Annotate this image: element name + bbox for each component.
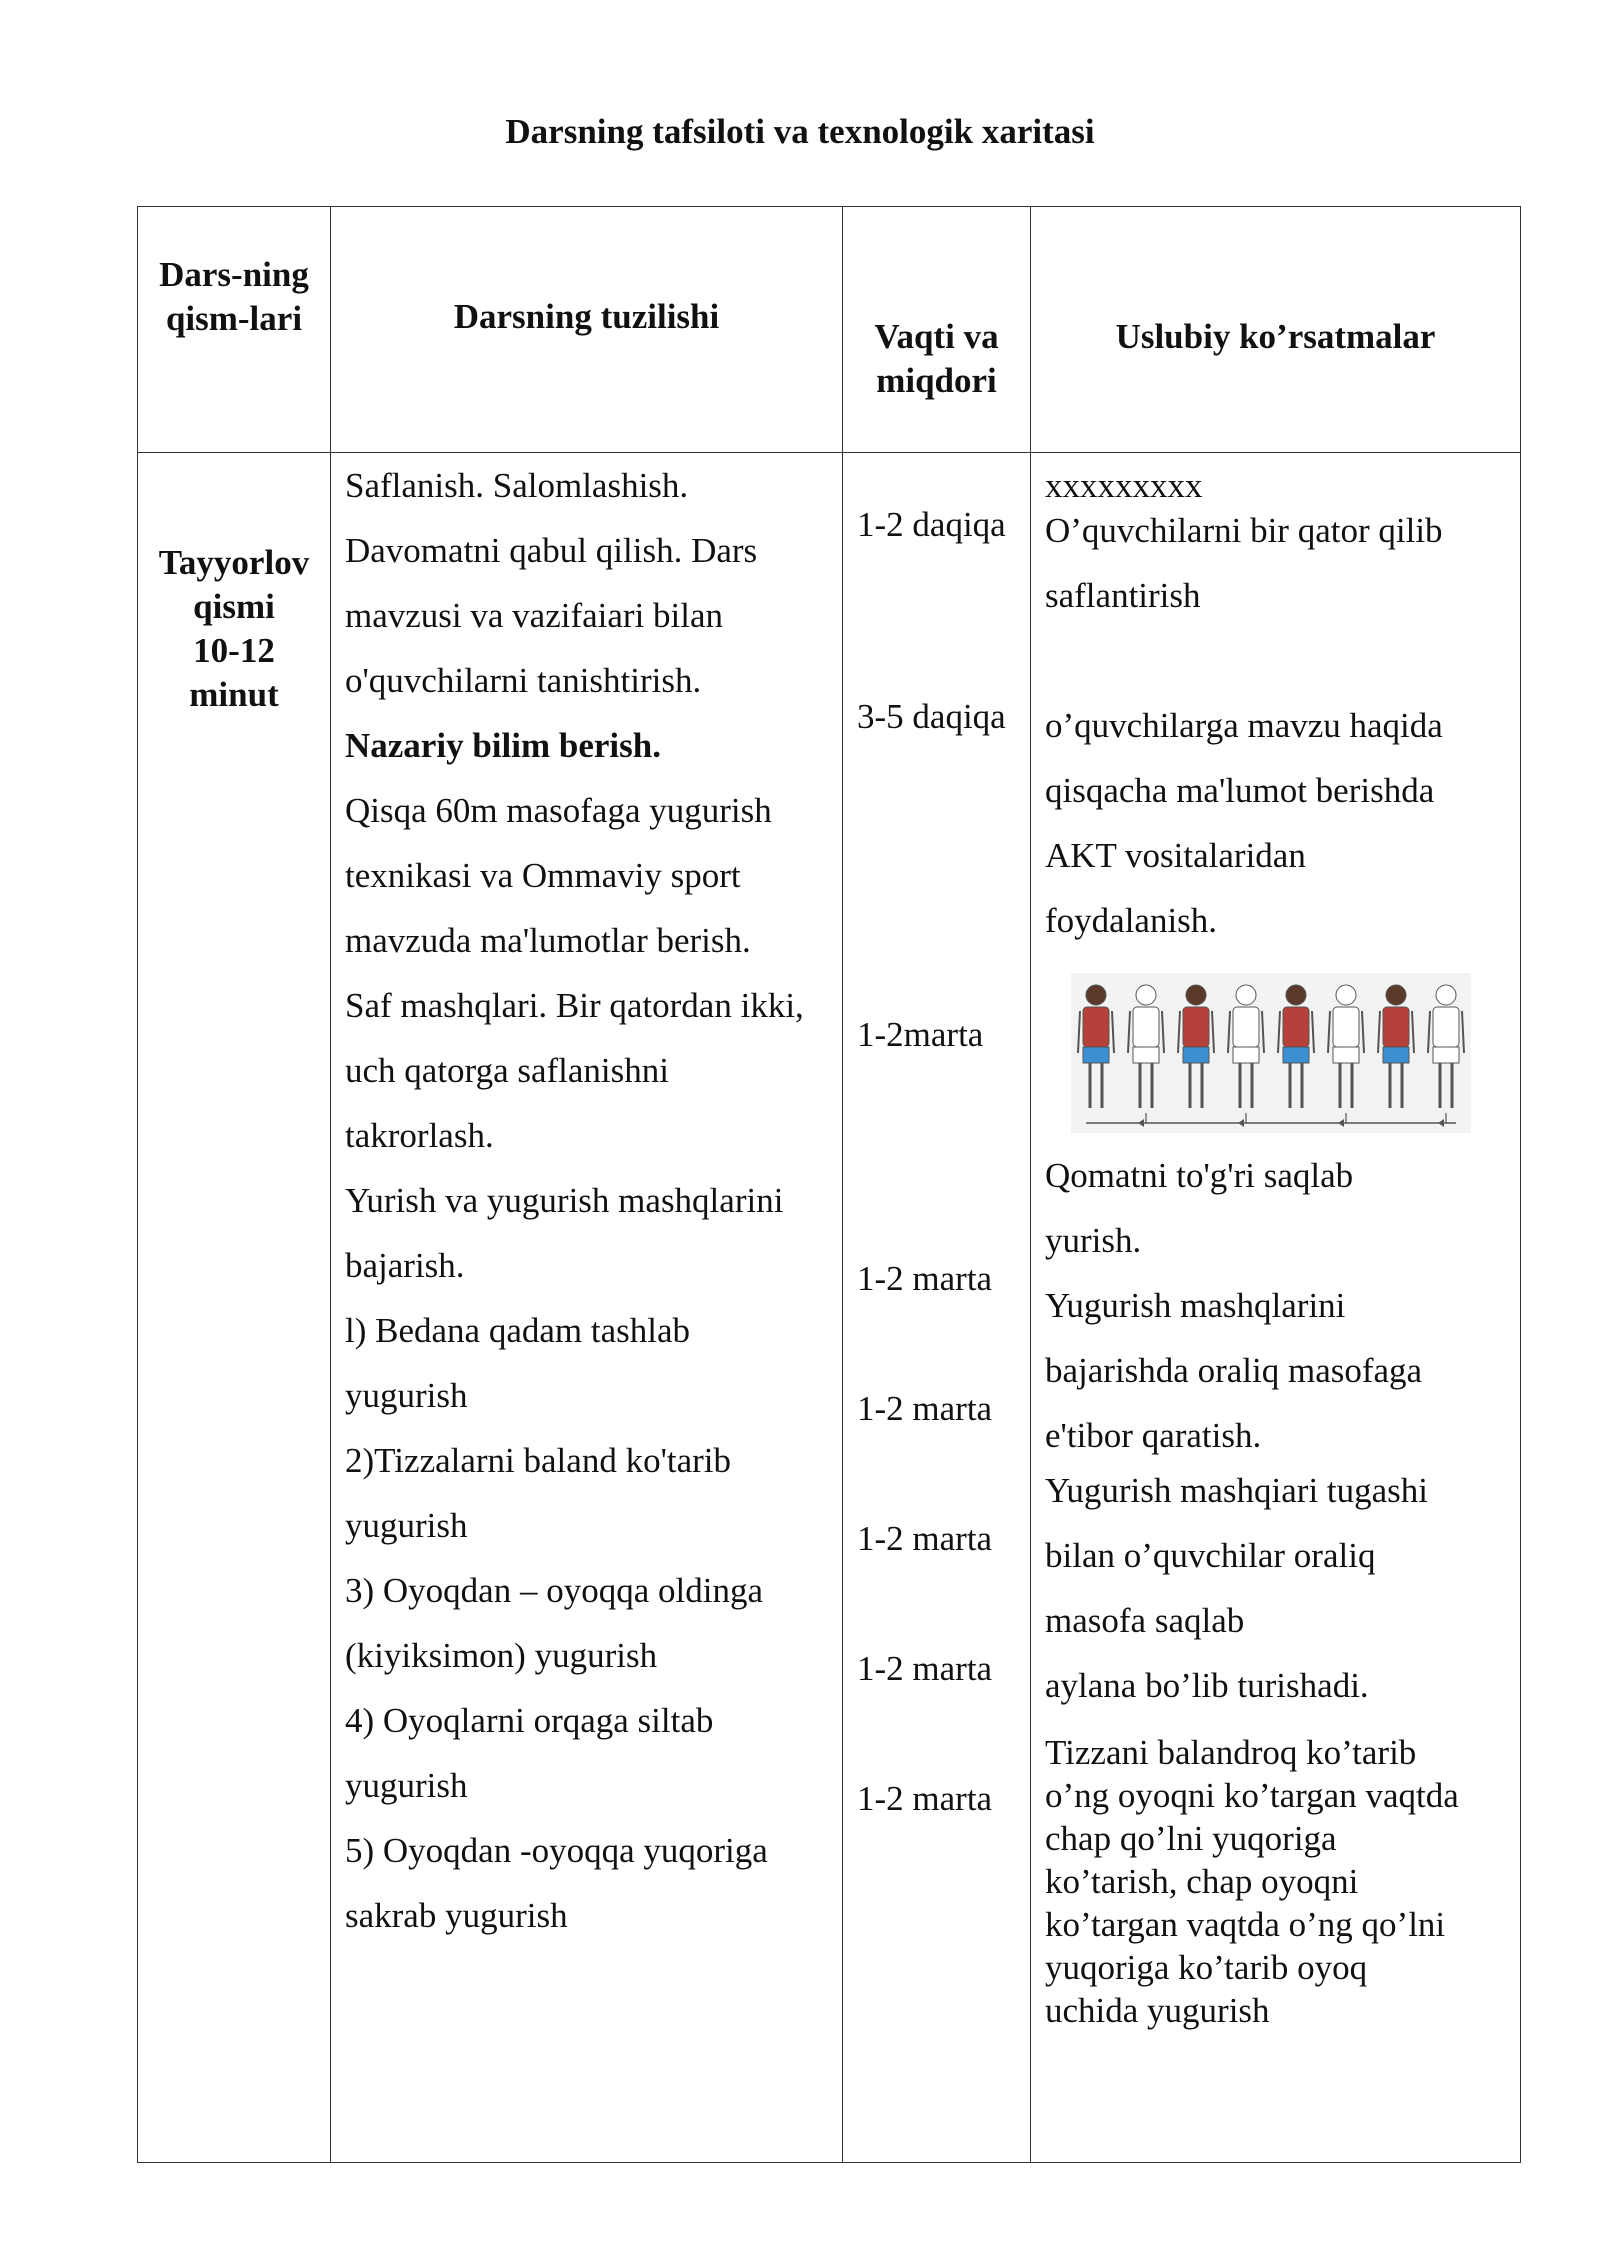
structure-line: l) Bedana qadam tashlab (345, 1311, 691, 1350)
time-entry: 1-2 marta (857, 1259, 993, 1298)
figure-background (1071, 973, 1471, 1133)
figure-shorts (1433, 1047, 1459, 1063)
figure-head (1236, 985, 1256, 1005)
figure-head (1186, 985, 1206, 1005)
students-lineup-figure (1071, 973, 1471, 1133)
structure-line: (kiyiksimon) yugurish (345, 1636, 658, 1675)
structure-cell (331, 453, 843, 2163)
time-entry: 1-2 marta (857, 1779, 993, 1818)
structure-line: yugurish (345, 1376, 468, 1415)
note-circle: Yugurish mashqiari tugashi bilan o’quvchilar oraliq masofa saqlab aylana bo’lib turishadi. (1045, 1471, 1429, 1705)
figure-torso (1233, 1007, 1259, 1047)
figure-head (1386, 985, 1406, 1005)
header-row (138, 207, 1521, 453)
part-name-line2: qismi (193, 587, 275, 626)
structure-line: sakrab yugurish (345, 1896, 568, 1935)
note-knee-raise: Tizzani balandroq ko’tarib o’ng oyoqni ko’targan vaqtda chap qo’lni yuqoriga ko’tarish, chap oyoqni ko’targan vaqtda o’ng qo’lni yuqoriga ko’tarib oyoq uchida yugurish (1045, 1733, 1459, 2030)
structure-line: uch qatorga saflanishni (345, 1051, 669, 1090)
figure-torso (1283, 1007, 1309, 1047)
note-posture: Qomatni to'g'ri saqlab yurish. (1045, 1156, 1354, 1260)
structure-line: bajarish. (345, 1246, 465, 1285)
structure-line: 4) Oyoqlarni orqaga siltab (345, 1701, 714, 1740)
figure-shorts (1183, 1047, 1209, 1063)
part-duration-unit: minut (189, 675, 279, 714)
figure-shorts (1383, 1047, 1409, 1063)
figure-shorts (1083, 1047, 1109, 1063)
header-notes: Uslubiy ko’rsatmalar (1031, 207, 1521, 453)
lesson-plan-table (137, 206, 1521, 2163)
time-entry: 1-2 marta (857, 1649, 993, 1688)
figure-head (1136, 985, 1156, 1005)
figure-head (1436, 985, 1456, 1005)
time-entry: 1-2 daqiqa (857, 505, 1006, 544)
notes-marks: xxxxxxxxx (1045, 466, 1203, 505)
structure-line: Qisqa 60m masofaga yugurish (345, 791, 772, 830)
figure-shorts (1233, 1047, 1259, 1063)
figure-torso (1383, 1007, 1409, 1047)
preparatory-row (138, 453, 1521, 2163)
note-distance: Yugurish mashqlarini bajarishda oraliq masofaga e'tibor qaratish. (1045, 1286, 1423, 1455)
header-parts-text: Dars-ning qism-lari (159, 255, 309, 338)
figure-torso (1083, 1007, 1109, 1047)
header-time: Vaqti va miqdori (843, 207, 1031, 453)
structure-line: Saf mashqlari. Bir qatordan ikki, (345, 986, 804, 1025)
structure-line: 5) Oyoqdan -oyoqqa yuqoriga (345, 1831, 768, 1870)
part-name-line1: Tayyorlov (158, 543, 310, 582)
figure-torso (1133, 1007, 1159, 1047)
structure-line: Yurish va yugurish mashqlarini (345, 1181, 784, 1220)
time-cell (843, 453, 1031, 2163)
figure-head (1086, 985, 1106, 1005)
structure-line: 3) Oyoqdan – oyoqqa oldinga (345, 1571, 763, 1610)
structure-line: o'quvchilarni tanishtirish. (345, 661, 702, 700)
part-cell (138, 453, 331, 2163)
structure-heading: Nazariy bilim berish. (345, 726, 661, 765)
figure-torso (1183, 1007, 1209, 1047)
structure-line: Davomatni qabul qilish. Dars (345, 531, 758, 570)
page-title: Darsning tafsiloti va texnologik xaritasi (505, 112, 1095, 151)
time-entry: 1-2 marta (857, 1519, 993, 1558)
structure-line: 2)Tizzalarni baland ko'tarib (345, 1441, 732, 1480)
structure-line: yugurish (345, 1506, 468, 1545)
structure-line: mavzusi va vazifaiari bilan (345, 596, 724, 635)
figure-shorts (1333, 1047, 1359, 1063)
structure-line: mavzuda ma'lumotlar berish. (345, 921, 751, 960)
structure-line: texnikasi va Ommaviy sport (345, 856, 741, 895)
part-duration-range: 10-12 (193, 631, 275, 670)
note-lineup: O’quvchilarni bir qator qilib saflantirish (1045, 511, 1443, 615)
time-entry: 1-2 marta (857, 1389, 993, 1428)
time-entry: 3-5 daqiqa (857, 697, 1006, 736)
header-structure: Darsning tuzilishi (331, 207, 843, 453)
figure-torso (1433, 1007, 1459, 1047)
figure-torso (1333, 1007, 1359, 1047)
figure-shorts (1283, 1047, 1309, 1063)
figure-shorts (1133, 1047, 1159, 1063)
notes-cell (1031, 453, 1521, 2163)
time-entry: 1-2marta (857, 1015, 984, 1054)
figure-head (1336, 985, 1356, 1005)
figure-head (1286, 985, 1306, 1005)
note-ict: o’quvchilarga mavzu haqida qisqacha ma'lumot berishda AKT vositalaridan foydalanish. (1045, 706, 1443, 940)
structure-line: takrorlash. (345, 1116, 494, 1155)
structure-line: Saflanish. Salomlashish. (345, 466, 689, 505)
header-parts (138, 207, 331, 453)
structure-line: yugurish (345, 1766, 468, 1805)
